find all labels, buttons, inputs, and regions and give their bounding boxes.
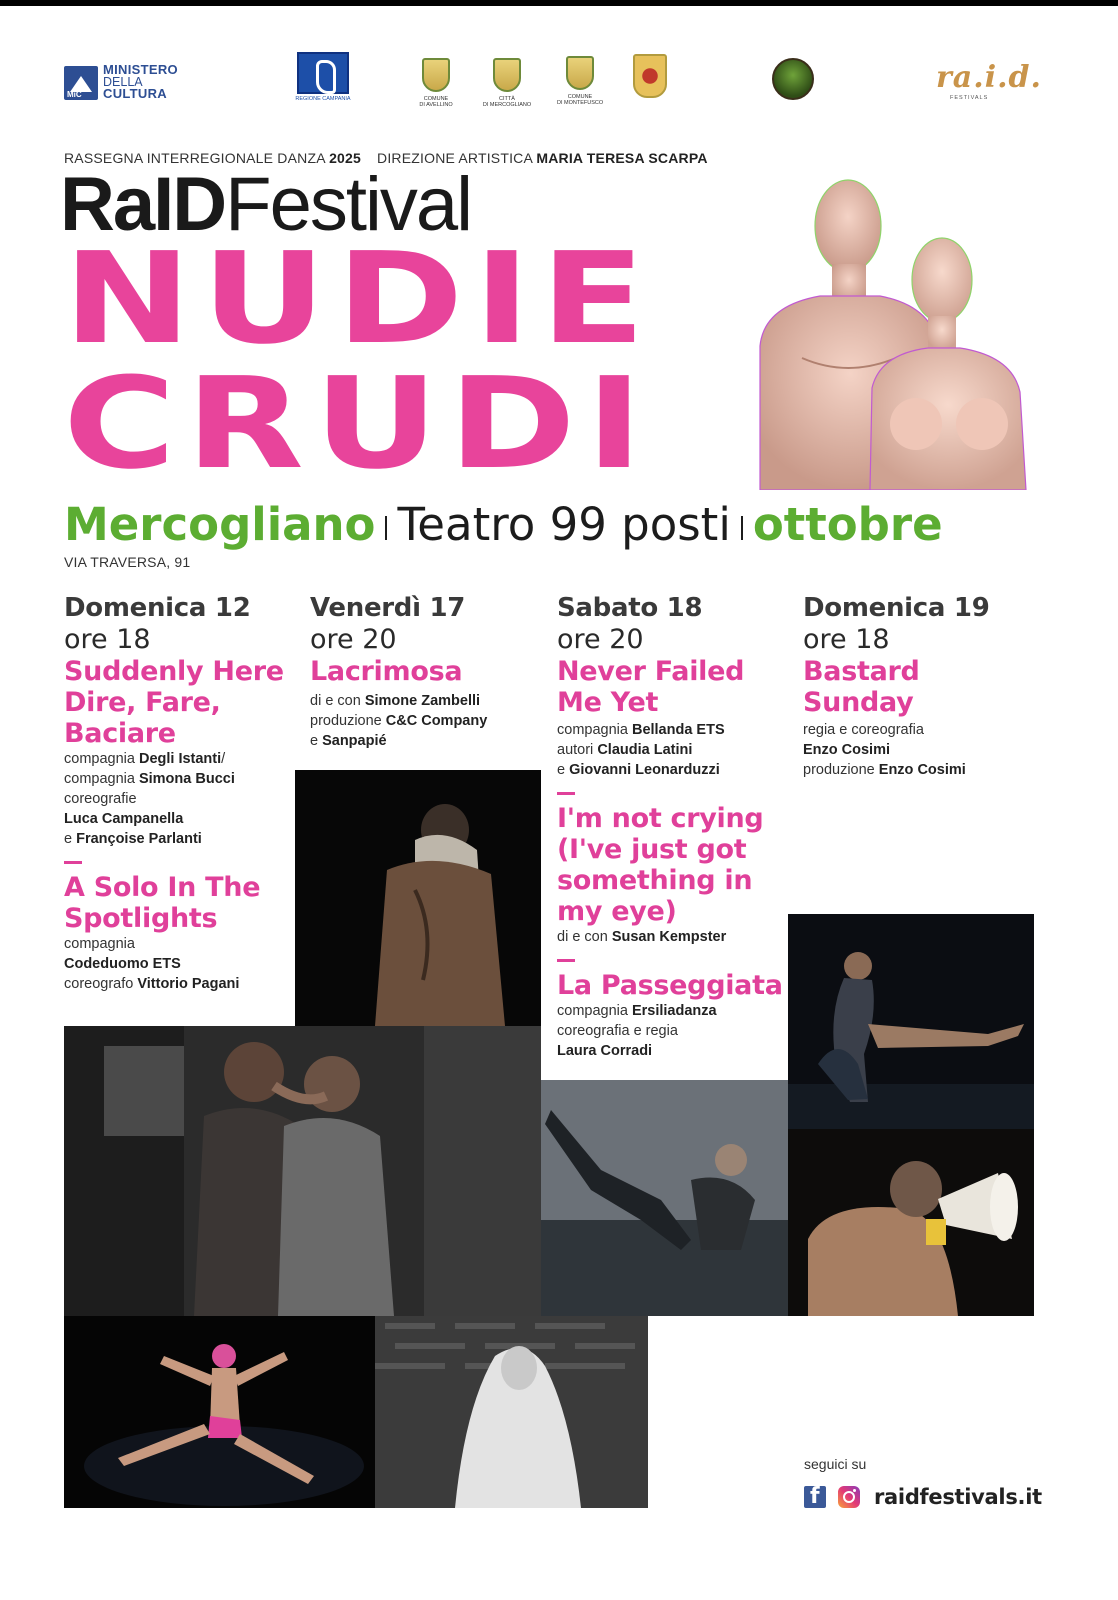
divider — [385, 516, 387, 540]
title-line-1: NUDIE — [63, 236, 656, 361]
credit-line: Laura Corradi — [557, 1043, 653, 1059]
program-day-4 — [803, 592, 1043, 780]
credit-line: Codeduomo ETS — [64, 956, 181, 972]
municipal-crest-logo — [628, 54, 672, 98]
credit-line: compagnia — [64, 936, 135, 952]
show-title: Suddenly Here Dire, Fare, Baciare — [64, 656, 284, 749]
show-title: I'm not crying (I've just got something in my eye) — [557, 803, 764, 927]
instagram-icon[interactable] — [838, 1486, 860, 1508]
credit-line: coreografia e regia — [557, 1023, 678, 1039]
campania-emblem-icon — [297, 52, 349, 94]
tagline-prefix: RASSEGNA INTERREGIONALE DANZA — [64, 150, 330, 166]
show-credits — [64, 749, 304, 849]
show-time: ore 18 — [64, 624, 151, 655]
comune-montefusco-logo — [557, 56, 603, 106]
show-credits — [803, 720, 1043, 780]
venue-line — [64, 497, 943, 553]
credit-line: autori Claudia Latini — [557, 742, 693, 758]
raid-festival-logo — [936, 60, 1040, 101]
ministry-line3: CULTURA — [103, 86, 167, 101]
website-link[interactable]: raidfestivals.it — [874, 1485, 1042, 1509]
credit-line: e Sanpapié — [310, 733, 387, 749]
veiled-figure-photo — [375, 1316, 648, 1508]
credit-line: compagnia Degli Istanti/ — [64, 751, 226, 767]
director-name: MARIA TERESA SCARPA — [536, 150, 708, 166]
credit-line: regia e coreografia — [803, 722, 924, 738]
program-day-2 — [310, 592, 550, 751]
credit-line: e Giovanni Leonarduzzi — [557, 762, 720, 778]
credit-line: compagnia Ersiliadanza — [557, 1003, 717, 1019]
partner-seal-icon — [772, 58, 814, 100]
venue-address: VIA TRAVERSA, 91 — [64, 554, 191, 570]
day-label: Venerdì 17 — [310, 593, 466, 623]
ministry-line2: DELLA — [103, 75, 143, 89]
citta-mercogliano-logo — [482, 58, 532, 108]
venue-theatre: Teatro 99 posti — [397, 498, 731, 551]
ministry-of-culture-logo — [64, 62, 182, 104]
show-credits — [557, 1001, 797, 1061]
show-credits — [310, 691, 550, 751]
mercogliano-caption: CITTÀ DI MERCOGLIANO — [482, 96, 532, 108]
ministry-text — [103, 64, 178, 100]
mannequins-image — [720, 178, 1034, 490]
facebook-icon[interactable] — [804, 1486, 826, 1508]
direction-label: DIREZIONE ARTISTICA — [377, 150, 537, 166]
solo-dancer-photo — [64, 1316, 375, 1508]
dance-couple-photo — [64, 1026, 541, 1316]
passeggiata-photo — [541, 1080, 788, 1316]
program-day-1 — [64, 592, 304, 994]
show-credits — [64, 934, 304, 994]
top-border — [0, 0, 1118, 6]
show-title: Bastard Sunday — [803, 656, 920, 718]
brand-bold: RaID — [60, 162, 226, 247]
raid-logo-sub: FESTIVALS — [950, 95, 989, 101]
montefusco-crest-icon — [566, 56, 594, 90]
ministry-line1: MINISTERO — [103, 62, 178, 77]
brand-light: Festival — [225, 162, 471, 247]
main-title — [63, 236, 711, 490]
day-label: Domenica 12 — [64, 593, 251, 623]
credit-line: di e con Susan Kempster — [557, 929, 727, 945]
show-title: Lacrimosa — [310, 656, 463, 687]
venue-city: Mercogliano — [64, 498, 376, 551]
municipal-crest-icon — [633, 54, 667, 98]
separator-dash — [64, 861, 82, 864]
social-links — [804, 1483, 1042, 1511]
mercogliano-crest-icon — [493, 58, 521, 92]
campania-caption: REGIONE CAMPANIA — [295, 96, 351, 102]
credit-line: coreografie — [64, 791, 137, 807]
day-label: Sabato 18 — [557, 593, 703, 623]
divider — [741, 516, 743, 540]
partner-seal-logo — [772, 58, 818, 104]
show-title: A Solo In The Spotlights — [64, 872, 261, 934]
credit-line: coreografo Vittorio Pagani — [64, 976, 240, 992]
mic-mark-text: MiC — [67, 90, 82, 99]
show-title: La Passeggiata — [557, 970, 783, 1001]
show-credits — [557, 927, 797, 947]
credit-line: Luca Campanella — [64, 811, 184, 827]
lacrimosa-photo — [295, 770, 541, 1026]
credit-line: di e con Simone Zambelli — [310, 693, 481, 709]
credit-line: e Françoise Parlanti — [64, 831, 202, 847]
show-time: ore 20 — [310, 624, 397, 655]
avellino-caption: COMUNE DI AVELLINO — [419, 96, 453, 108]
show-credits — [557, 720, 797, 780]
separator-dash — [557, 959, 575, 962]
separator-dash — [557, 792, 575, 795]
venue-month: ottobre — [752, 498, 943, 551]
program-day-3 — [557, 592, 797, 1061]
show-title: Never Failed Me Yet — [557, 656, 745, 718]
credit-line: produzione C&C Company — [310, 713, 488, 729]
comune-avellino-logo — [416, 58, 456, 108]
show-time: ore 18 — [803, 624, 890, 655]
avellino-crest-icon — [422, 58, 450, 92]
megaphone-photo — [788, 1129, 1034, 1316]
regione-campania-logo — [292, 52, 354, 108]
day-label: Domenica 19 — [803, 593, 990, 623]
festival-year: 2025 — [329, 150, 362, 166]
bastard-sunday-photo — [788, 914, 1034, 1129]
montefusco-caption: COMUNE DI MONTEFUSCO — [557, 94, 604, 106]
title-line-2: CRUDI — [63, 361, 653, 486]
credit-line: compagnia Bellanda ETS — [557, 722, 725, 738]
credit-line: compagnia Simona Bucci — [64, 771, 235, 787]
credit-line: Enzo Cosimi — [803, 742, 891, 758]
raid-logo-word: ra.i.d. — [936, 60, 1042, 95]
credit-line: produzione Enzo Cosimi — [803, 762, 966, 778]
show-time: ore 20 — [557, 624, 644, 655]
mic-mark-icon — [64, 66, 98, 100]
follow-label: seguici su — [804, 1456, 867, 1472]
